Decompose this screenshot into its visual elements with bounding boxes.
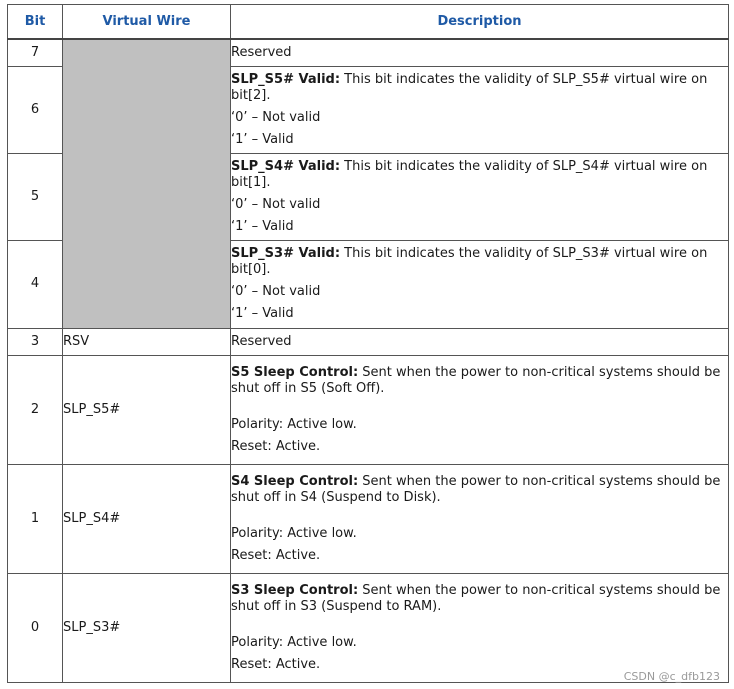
bit-cell: 0: [8, 573, 63, 682]
description-cell: Reserved: [231, 39, 729, 66]
description-title: SLP_S4# Valid:: [231, 158, 341, 174]
description-text: Sent when the power to non-critical systems should be shut off in S4 (Suspend to Disk).: [231, 473, 721, 505]
table-header-row: [8, 5, 729, 40]
bit-cell: 3: [8, 328, 63, 355]
option-not-valid: ‘0’ – Not valid: [231, 109, 321, 125]
description-cell: [231, 355, 729, 464]
reset-text: Reset: Active.: [231, 547, 321, 563]
option-valid: ‘1’ – Valid: [231, 218, 294, 234]
description-text: This bit indicates the validity of SLP_S4# virtual wire on bit[1].: [231, 158, 708, 190]
table-row: [8, 573, 729, 682]
table-row: [8, 464, 729, 573]
virtual-wire-cell: RSV: [63, 328, 231, 355]
option-not-valid: ‘0’ – Not valid: [231, 284, 321, 299]
description-cell: [231, 153, 729, 240]
bit-cell: 5: [8, 153, 63, 240]
polarity-text: Polarity: Active low.: [231, 416, 357, 432]
virtual-wire-cell: SLP_S5#: [63, 355, 231, 464]
bit-cell: 4: [8, 240, 63, 328]
bit-cell: 1: [8, 464, 63, 573]
description-text: Sent when the power to non-critical systems should be shut off in S5 (Soft Off).: [231, 364, 721, 396]
description-text: Sent when the power to non-critical systems should be shut off in S3 (Suspend to RAM).: [231, 582, 721, 614]
table-row: [8, 328, 729, 355]
description-title: S3 Sleep Control:: [231, 582, 359, 598]
table-row: [8, 39, 729, 66]
description-text: This bit indicates the validity of SLP_S3# virtual wire on bit[0].: [231, 246, 708, 277]
description-title: S4 Sleep Control:: [231, 473, 359, 489]
table-row: [8, 355, 729, 464]
polarity-text: Polarity: Active low.: [231, 634, 357, 650]
header-description: Description: [231, 5, 729, 40]
bit-cell: 6: [8, 66, 63, 153]
description-title: SLP_S5# Valid:: [231, 71, 341, 87]
option-not-valid: ‘0’ – Not valid: [231, 196, 321, 212]
description-title: SLP_S3# Valid:: [231, 246, 341, 261]
bit-cell: 7: [8, 39, 63, 66]
description-cell: Reserved: [231, 328, 729, 355]
description-title: S5 Sleep Control:: [231, 364, 359, 380]
description-cell: [231, 573, 729, 682]
header-bit: Bit: [8, 5, 63, 40]
header-virtual-wire: Virtual Wire: [63, 5, 231, 40]
option-valid: ‘1’ – Valid: [231, 131, 294, 147]
polarity-text: Polarity: Active low.: [231, 525, 357, 541]
watermark: CSDN @c_dfb123: [623, 670, 720, 683]
description-cell: [231, 240, 729, 328]
description-cell: [231, 66, 729, 153]
shaded-wire-cell: [63, 39, 231, 328]
option-valid: ‘1’ – Valid: [231, 306, 294, 321]
virtual-wire-cell: SLP_S4#: [63, 464, 231, 573]
virtual-wire-cell: SLP_S3#: [63, 573, 231, 682]
bit-cell: 2: [8, 355, 63, 464]
reset-text: Reset: Active.: [231, 656, 321, 672]
virtual-wire-table: [7, 4, 729, 683]
description-cell: [231, 464, 729, 573]
reset-text: Reset: Active.: [231, 438, 321, 454]
description-text: This bit indicates the validity of SLP_S5# virtual wire on bit[2].: [231, 71, 708, 103]
